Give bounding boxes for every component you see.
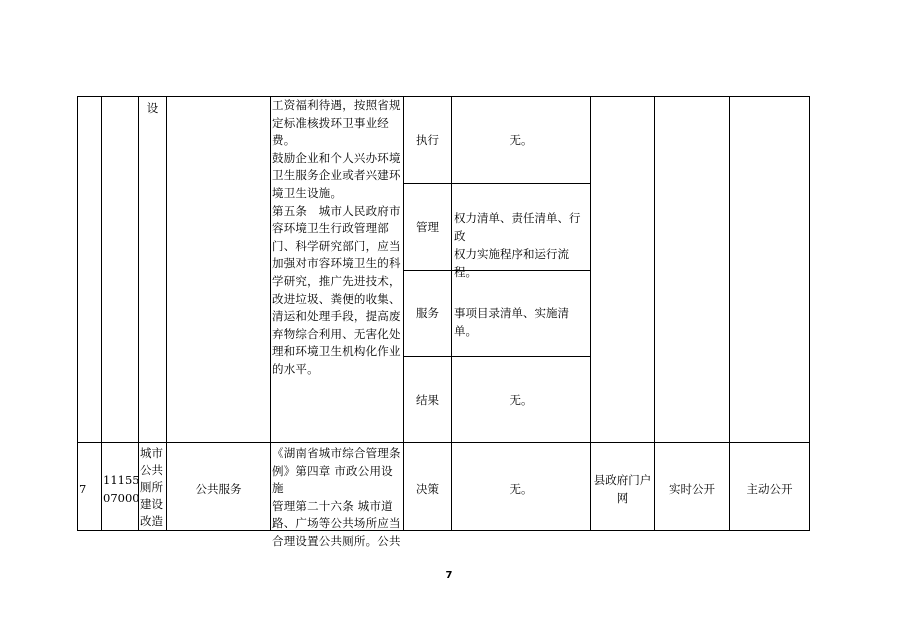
channel-line: 网: [616, 491, 629, 505]
row-seq: 7: [79, 482, 87, 496]
law-line: 定标准核拨环卫事业经: [272, 115, 389, 130]
legal-basis-text: [272, 445, 403, 551]
stage-manage: 管理: [416, 220, 439, 234]
stage-service: 服务: [416, 306, 439, 320]
stage-decision: 决策: [416, 482, 439, 496]
channel-line: 县政府门户: [593, 473, 652, 487]
stage-result: 结果: [416, 393, 439, 407]
name-line: 建设: [140, 497, 163, 511]
legal-basis-text: [272, 97, 403, 379]
law-line: 鼓励企业和个人兴办环境: [272, 150, 401, 165]
law-line: 加强对市容环境卫生的科: [272, 256, 401, 271]
publish-channel: [591, 471, 654, 507]
law-line: 卫生服务企业或者兴建环: [272, 168, 401, 183]
item-code: [103, 471, 138, 507]
stage-execute-content: 无。: [509, 133, 533, 147]
name-line: 改造: [140, 514, 163, 528]
content-line: 权力清单、责任清单、行政: [454, 211, 581, 243]
law-line: 改进垃圾、粪便的收集、: [272, 291, 401, 306]
law-line: 容环境卫生行政管理部: [272, 221, 389, 236]
item-name: [140, 445, 166, 530]
law-line: 合理设置公共厕所。公共: [272, 533, 401, 548]
name-line: 厕所: [140, 480, 163, 494]
name-line: 公共: [140, 463, 163, 477]
stage-result-content: 无。: [509, 393, 533, 407]
stage-decision-content: 无。: [509, 482, 533, 496]
name-line: 城市: [140, 446, 163, 460]
law-line: 第五条 城市人民政府市: [272, 203, 401, 218]
law-line: 管理第二十六条 城市道: [272, 498, 393, 513]
stage-service-content: 事项目录清单、实施清单。: [454, 306, 569, 338]
item-name-tail: 设: [146, 101, 159, 115]
law-line: 境卫生设施。: [272, 185, 343, 200]
item-category: 公共服务: [195, 482, 242, 496]
law-line: 《湖南省城市综合管理条: [272, 446, 401, 460]
stage-execute: 执行: [416, 133, 439, 147]
law-line: 工资福利待遇，按照省规: [272, 98, 401, 112]
stage-manage-content: [454, 209, 590, 281]
law-line: 理和环境卫生机构化作业: [272, 344, 401, 359]
publish-method: 主动公开: [746, 482, 793, 496]
law-line: 费。: [272, 133, 296, 148]
law-line: 路、广场等公共场所应当: [272, 516, 401, 531]
code-line: 11155: [103, 473, 140, 487]
content-line: 权力实施程序和运行流程。: [454, 247, 569, 279]
page-number: 7: [445, 570, 453, 581]
law-line: 例》第四章 市政公用设施: [272, 463, 393, 496]
law-line: 学研究，推广先进技术，: [272, 273, 401, 288]
law-line: 清运和处理手段，提高废: [272, 309, 401, 324]
law-line: 的水平。: [272, 361, 319, 376]
law-line: 门、科学研究部门，应当: [272, 238, 401, 253]
law-line: 弃物综合利用、无害化处: [272, 326, 401, 341]
publish-timing: 实时公开: [669, 482, 715, 496]
code-line: 07000: [103, 491, 140, 505]
